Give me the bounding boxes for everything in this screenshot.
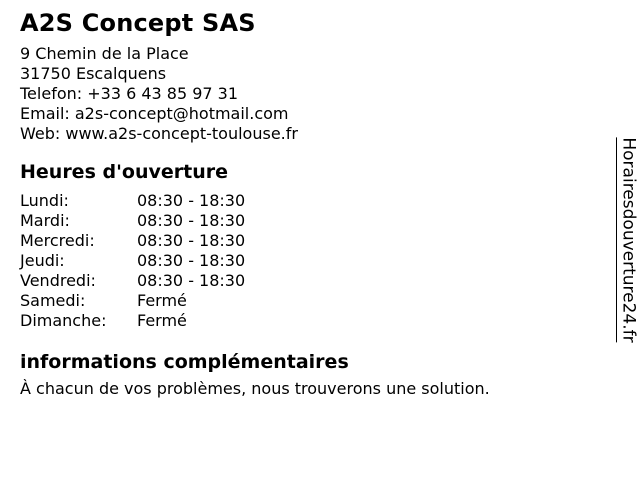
day-hours: Fermé	[137, 291, 187, 310]
table-row	[20, 271, 245, 291]
table-row	[20, 251, 245, 271]
day-hours: 08:30 - 18:30	[137, 211, 246, 230]
hours-table	[20, 191, 245, 331]
hours-section-title: Heures d'ouverture	[20, 161, 228, 183]
table-row	[20, 191, 245, 211]
day-hours: 08:30 - 18:30	[137, 271, 246, 290]
day-hours: Fermé	[137, 311, 187, 330]
info-section-title: informations complémentaires	[20, 351, 349, 373]
day-hours: 08:30 - 18:30	[137, 191, 246, 210]
day-label: Vendredi:	[20, 271, 96, 290]
phone-line: Telefon: +33 6 43 85 97 31	[20, 84, 239, 103]
table-row	[20, 231, 245, 251]
table-row	[20, 311, 245, 331]
watermark-vertical	[616, 137, 638, 342]
contact-block	[20, 44, 600, 144]
day-label: Dimanche:	[20, 311, 107, 330]
day-hours: 08:30 - 18:30	[137, 251, 246, 270]
day-hours: 08:30 - 18:30	[137, 231, 246, 250]
email-line: Email: a2s-concept@hotmail.com	[20, 104, 289, 123]
day-label: Mercredi:	[20, 231, 95, 250]
website-line: Web: www.a2s-concept-toulouse.fr	[20, 124, 298, 143]
watermark-text: Horairesdouverture24.fr	[618, 137, 639, 343]
day-label: Jeudi:	[20, 251, 65, 270]
table-row	[20, 291, 245, 311]
info-text: À chacun de vos problèmes, nous trouverons une solution.	[20, 379, 490, 398]
address-city: 31750 Escalquens	[20, 64, 167, 83]
day-label: Mardi:	[20, 211, 70, 230]
day-label: Samedi:	[20, 291, 86, 310]
address-street: 9 Chemin de la Place	[20, 44, 189, 63]
table-row	[20, 211, 245, 231]
day-label: Lundi:	[20, 191, 69, 210]
page-title: A2S Concept SAS	[20, 9, 256, 37]
